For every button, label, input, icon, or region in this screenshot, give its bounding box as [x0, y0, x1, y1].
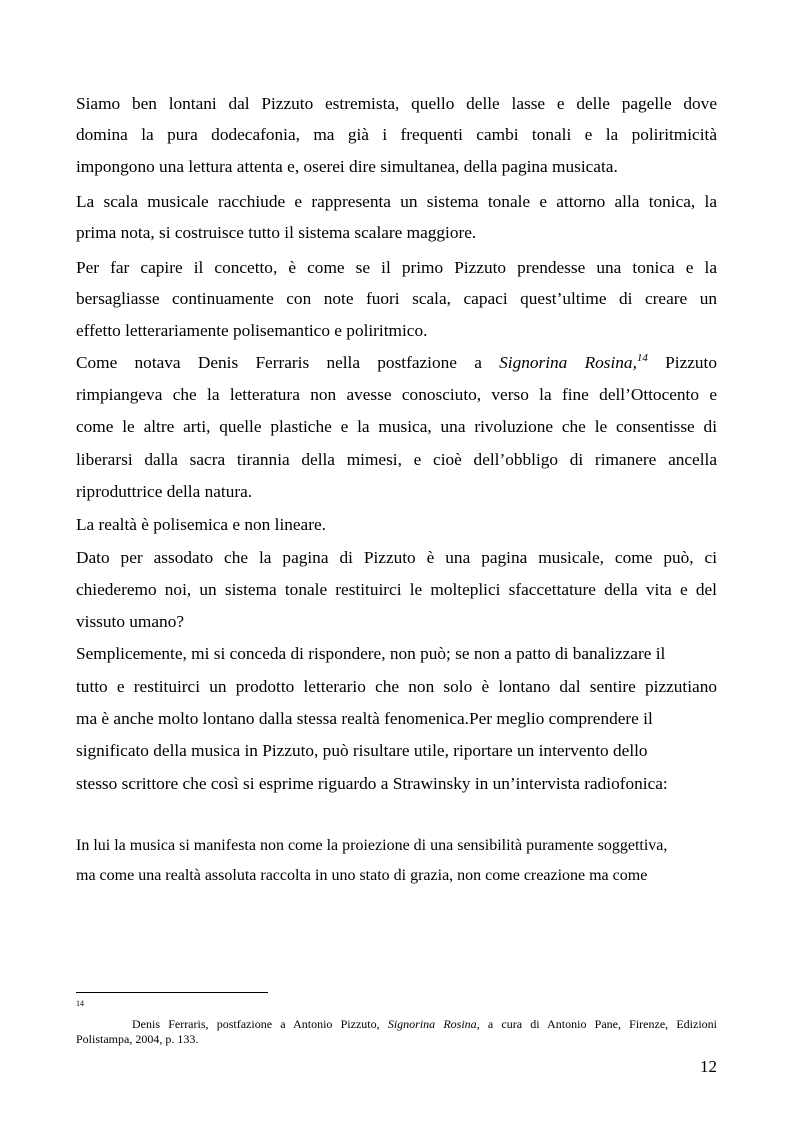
footnote-text-line — [76, 1016, 717, 1032]
body-line: domina la pura dodecafonia, ma già i frequenti cambi tonali e la poliritmicità — [76, 125, 717, 144]
body-line: vissuto umano? — [76, 612, 184, 631]
book-title: Signorina Rosina — [499, 353, 633, 372]
body-line: rimpiangeva che la letteratura non avesse conosciuto, verso la fine dell’Ottocento e — [76, 385, 717, 404]
page-number: 12 — [700, 1057, 717, 1076]
body-line-with-footnote-ref — [76, 352, 717, 374]
body-line: La realtà è polisemica e non lineare. — [76, 515, 326, 534]
body-line: impongono una lettura attenta e, oserei dire simultanea, della pagina musicata. — [76, 157, 618, 176]
body-line: come le altre arti, quelle plastiche e la musica, una rivoluzione che le consentisse di — [76, 417, 717, 436]
body-line: significato della musica in Pizzuto, può risultare utile, riportare un intervento dello — [76, 741, 648, 760]
body-text: Come notava Denis Ferraris nella postfazione a — [76, 353, 500, 372]
body-line: Dato per assodato che la pagina di Pizzuto è una pagina musicale, come può, ci — [76, 548, 717, 567]
quote-line: ma come una realtà assoluta raccolta in uno stato di grazia, non come creazione ma come — [76, 867, 648, 884]
body-line: Per far capire il concetto, è come se il primo Pizzuto prendesse una tonica e la — [76, 258, 717, 277]
body-text: Pizzuto — [647, 353, 718, 372]
body-line: tutto e restituirci un prodotto letterario che non solo è lontano dal sentire pizzutiano — [76, 677, 717, 696]
footnote-reference[interactable]: 14 — [636, 352, 648, 364]
footnote-separator — [76, 992, 268, 993]
body-line: ma è anche molto lontano dalla stessa realtà fenomenica.Per meglio comprendere il — [76, 709, 653, 728]
body-line: effetto letterariamente polisemantico e poliritmico. — [76, 321, 428, 340]
body-line: riproduttrice della natura. — [76, 482, 253, 501]
quote-line: In lui la musica si manifesta non come la proiezione di una sensibilità puramente soggettiva, — [76, 837, 668, 854]
body-line: stesso scrittore che così si esprime riguardo a Strawinsky in un’intervista radiofonica: — [76, 774, 668, 793]
body-line: chiederemo noi, un sistema tonale restituirci le molteplici sfaccettature della vita e del — [76, 580, 717, 599]
footnote-text: Denis Ferraris, postfazione a Antonio Pizzuto, — [132, 1017, 388, 1031]
body-line: prima nota, si costruisce tutto il sistema scalare maggiore. — [76, 223, 477, 242]
footnote-text: , a cura di Antonio Pane, Firenze, Edizioni — [476, 1017, 718, 1031]
body-line: liberarsi dalla sacra tirannia della mimesi, e cioè dell’obbligo di rimanere ancella — [76, 450, 717, 469]
body-line: Semplicemente, mi si conceda di rispondere, non può; se non a patto di banalizzare il — [76, 644, 666, 663]
body-line: bersagliasse continuamente con note fuori scala, capaci quest’ultime di creare un — [76, 289, 717, 308]
body-line: La scala musicale racchiude e rappresenta un sistema tonale e attorno alla tonica, la — [76, 192, 717, 211]
body-line: Siamo ben lontani dal Pizzuto estremista, quello delle lasse e delle pagelle dove — [76, 94, 717, 113]
footnote-text-line: Polistampa, 2004, p. 133. — [76, 1032, 199, 1046]
footnote-number: 14 — [76, 999, 84, 1008]
body-text: , — [632, 353, 637, 372]
footnote-book-title: Signorina Rosina — [387, 1017, 477, 1031]
